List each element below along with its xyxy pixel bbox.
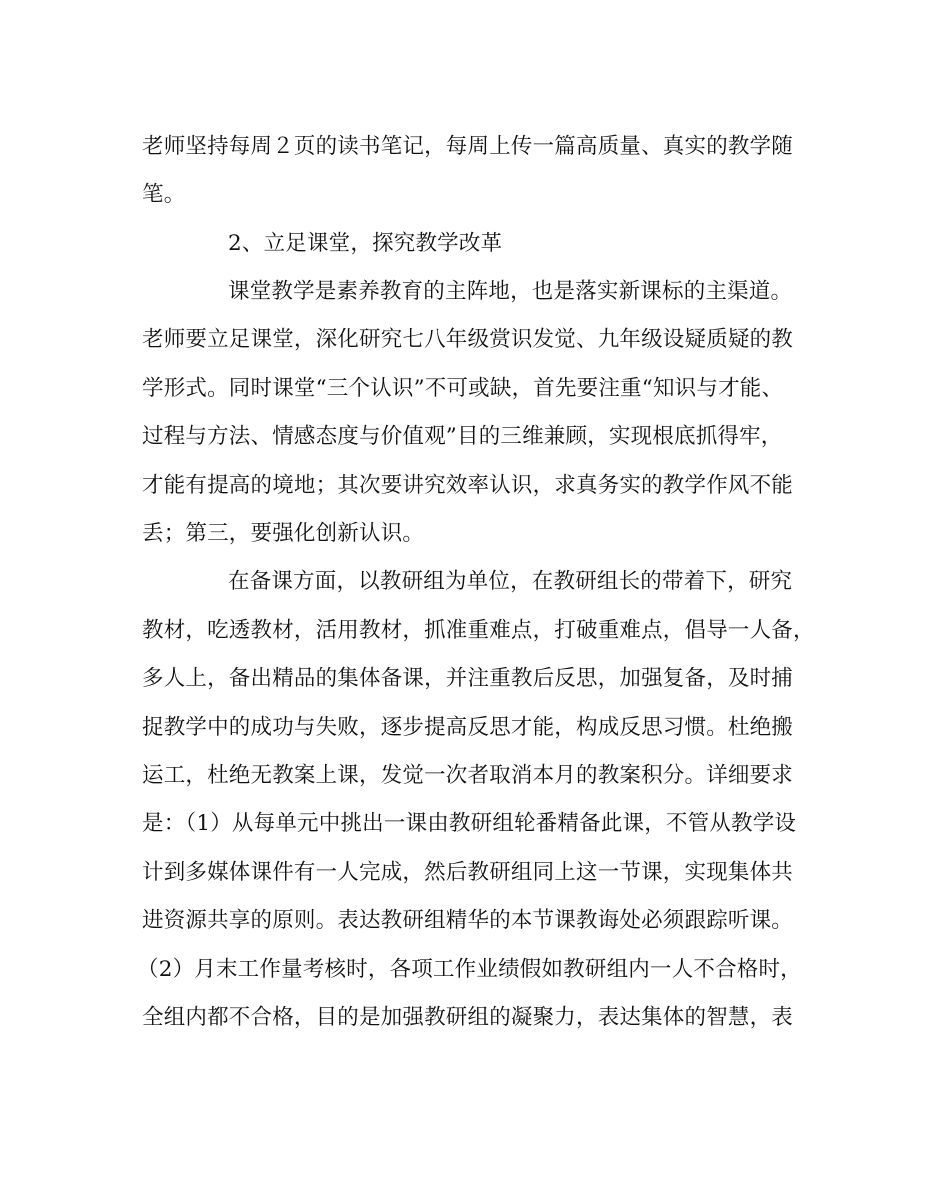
body-line-17: 进资源共享的原则。表达教研组精华的本节课教诲处必须跟踪听课。 <box>142 908 794 933</box>
body-line-8: 才能有提高的境地；其次要讲究效率认识，求真务实的教学作风不能 <box>142 473 794 498</box>
body-line-14: 运工，杜绝无教案上课，发觉一次者取消本月的教案积分。详细要求 <box>142 763 794 788</box>
body-line-11: 教材，吃透教材，活用教材，抓准重难点，打破重难点，倡导一人备， <box>142 618 815 643</box>
body-line-19: 全组内都不合格，目的是加强教研组的凝聚力，表达集体的智慧，表 <box>142 1005 794 1030</box>
body-line-18: （2）月末工作量考核时，各项工作业绩假如教研组内一人不合格时， <box>137 957 802 982</box>
body-line-1: 老师坚持每周２页的读书笔记，每周上传一篇高质量、真实的教学随 <box>142 134 794 159</box>
body-line-5: 老师要立足课堂，深化研究七八年级赏识发觉、九年级设疑质疑的教 <box>142 327 794 352</box>
body-line-2: 笔。 <box>142 182 186 207</box>
body-line-4: 课堂教学是素养教育的主阵地，也是落实新课标的主渠道。 <box>228 279 793 304</box>
body-line-10: 在备课方面，以教研组为单位，在教研组长的带着下，研究 <box>228 569 793 594</box>
section-heading: 2、立足课堂，探究教学改革 <box>228 231 503 256</box>
body-line-13: 捉教学中的成功与失败，逐步提高反思才能，构成反思习惯。杜绝搬 <box>142 715 794 740</box>
body-line-12: 多人上，备出精品的集体备课，并注重教后反思，加强复备，及时捕 <box>142 666 794 691</box>
body-line-15: 是：（1）从每单元中挑出一课由教研组轮番精备此课，不管从教学设 <box>142 811 797 836</box>
body-line-6: 学形式。同时课堂“三个认识”不可或缺，首先要注重“知识与才能、 <box>142 376 784 401</box>
body-line-9: 丢；第三，要强化创新认识。 <box>142 521 425 546</box>
body-line-7: 过程与方法、情感态度与价值观”目的三维兼顾，实现根底抓得牢， <box>142 424 783 449</box>
body-line-16: 计到多媒体课件有一人完成，然后教研组同上这一节课，实现集体共 <box>142 860 794 885</box>
